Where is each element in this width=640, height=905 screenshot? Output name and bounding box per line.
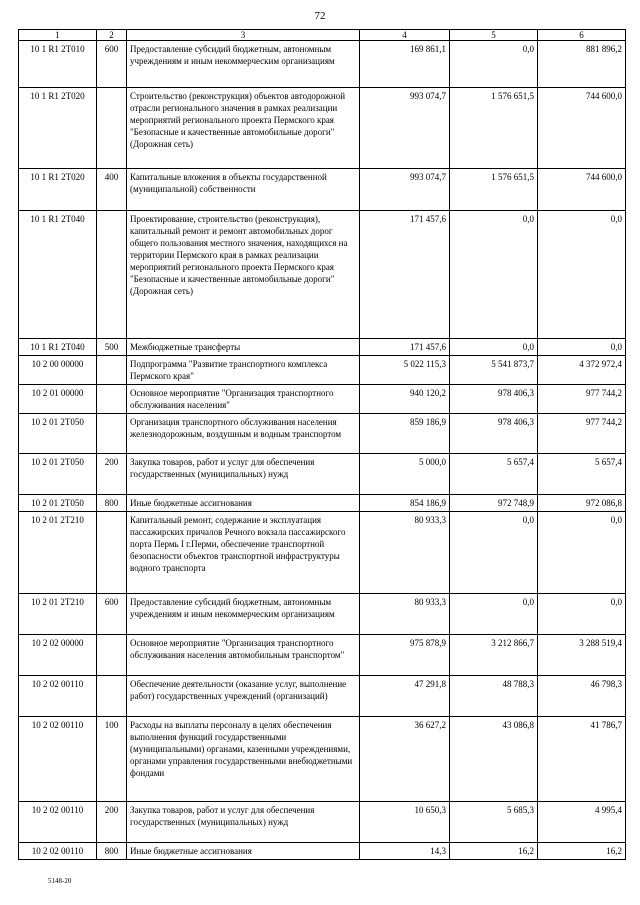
table-row xyxy=(19,635,626,676)
row-expense-type: 200 xyxy=(97,454,127,495)
row-expense-type: 400 xyxy=(97,169,127,211)
row-value-col6: 881 896,2 xyxy=(538,41,626,88)
row-name: Иные бюджетные ассигнования xyxy=(127,495,360,512)
row-code: 10 2 01 2T210 xyxy=(19,594,97,635)
row-value-col6: 3 288 519,4 xyxy=(538,635,626,676)
row-value-col4: 859 186,9 xyxy=(360,414,450,454)
row-code: 10 1 R1 2T020 xyxy=(19,88,97,169)
row-value-col6: 972 086,8 xyxy=(538,495,626,512)
row-value-col6: 0,0 xyxy=(538,594,626,635)
header-col-6: 6 xyxy=(538,30,626,41)
row-value-col6: 0,0 xyxy=(538,512,626,594)
row-name: Межбюджетные трансферты xyxy=(127,339,360,356)
row-value-col6: 4 372 972,4 xyxy=(538,356,626,385)
header-col-5: 5 xyxy=(450,30,538,41)
row-value-col5: 0,0 xyxy=(450,339,538,356)
row-expense-type xyxy=(97,88,127,169)
row-value-col4: 36 627,2 xyxy=(360,717,450,802)
row-expense-type: 800 xyxy=(97,843,127,860)
row-value-col6: 41 786,7 xyxy=(538,717,626,802)
row-name: Закупка товаров, работ и услуг для обеспечения государственных (муниципальных) нужд xyxy=(127,454,360,495)
row-value-col6: 46 798,3 xyxy=(538,676,626,717)
row-expense-type xyxy=(97,211,127,339)
row-value-col4: 80 933,3 xyxy=(360,594,450,635)
table-row xyxy=(19,211,626,339)
table-row xyxy=(19,41,626,88)
row-value-col5: 16,2 xyxy=(450,843,538,860)
row-expense-type: 200 xyxy=(97,802,127,843)
table-row xyxy=(19,594,626,635)
row-expense-type: 800 xyxy=(97,495,127,512)
row-value-col6: 977 744,2 xyxy=(538,414,626,454)
row-name: Предоставление субсидий бюджетным, автономным учреждениям и иным некоммерческим организациям xyxy=(127,594,360,635)
page-number: 72 xyxy=(314,10,326,22)
table-row xyxy=(19,512,626,594)
row-name: Подпрограмма "Развитие транспортного комплекса Пермского края" xyxy=(127,356,360,385)
row-expense-type: 500 xyxy=(97,339,127,356)
row-code: 10 2 00 00000 xyxy=(19,356,97,385)
row-value-col5: 5 541 873,7 xyxy=(450,356,538,385)
row-code: 10 1 R1 2T020 xyxy=(19,169,97,211)
row-code: 10 2 02 00110 xyxy=(19,717,97,802)
row-value-col4: 171 457,6 xyxy=(360,339,450,356)
row-value-col4: 10 650,3 xyxy=(360,802,450,843)
header-col-2: 2 xyxy=(97,30,127,41)
row-code: 10 2 01 2T050 xyxy=(19,454,97,495)
header-col-4: 4 xyxy=(360,30,450,41)
row-value-col4: 993 074,7 xyxy=(360,88,450,169)
row-expense-type xyxy=(97,512,127,594)
row-value-col6: 0,0 xyxy=(538,339,626,356)
row-value-col4: 5 022 115,3 xyxy=(360,356,450,385)
row-value-col5: 48 788,3 xyxy=(450,676,538,717)
row-value-col5: 1 576 651,5 xyxy=(450,88,538,169)
table-row xyxy=(19,454,626,495)
row-code: 10 2 02 00000 xyxy=(19,635,97,676)
row-value-col5: 5 657,4 xyxy=(450,454,538,495)
table-row xyxy=(19,676,626,717)
row-expense-type xyxy=(97,414,127,454)
row-value-col5: 972 748,9 xyxy=(450,495,538,512)
row-value-col6: 4 995,4 xyxy=(538,802,626,843)
table-row xyxy=(19,495,626,512)
row-value-col5: 0,0 xyxy=(450,512,538,594)
row-name: Предоставление субсидий бюджетным, автономным учреждениям и иным некоммерческим организациям xyxy=(127,41,360,88)
table-row xyxy=(19,339,626,356)
row-value-col5: 1 576 651,5 xyxy=(450,169,538,211)
row-value-col6: 977 744,2 xyxy=(538,385,626,414)
row-value-col6: 744 600,0 xyxy=(538,169,626,211)
row-name: Обеспечение деятельности (оказание услуг, выполнение работ) государственных учреждений (организаций) xyxy=(127,676,360,717)
table-row xyxy=(19,88,626,169)
table-row xyxy=(19,414,626,454)
row-name: Проектирование, строительство (реконструкция), капитальный ремонт и ремонт автомобильных дорог общего пользования местного значения, находящихся на территории Пермского края в рамках реализации мероприятий регионального проекта Пермского края "Безопасные и качественные автомобильные дороги" (Дорожная сеть) xyxy=(127,211,360,339)
row-value-col6: 16,2 xyxy=(538,843,626,860)
row-value-col5: 5 685,3 xyxy=(450,802,538,843)
row-code: 10 2 01 2T210 xyxy=(19,512,97,594)
row-expense-type xyxy=(97,676,127,717)
row-value-col4: 975 878,9 xyxy=(360,635,450,676)
row-code: 10 2 01 00000 xyxy=(19,385,97,414)
row-name: Иные бюджетные ассигнования xyxy=(127,843,360,860)
row-name: Закупка товаров, работ и услуг для обеспечения государственных (муниципальных) нужд xyxy=(127,802,360,843)
table-row xyxy=(19,169,626,211)
row-value-col5: 978 406,3 xyxy=(450,385,538,414)
row-code: 10 2 02 00110 xyxy=(19,843,97,860)
row-value-col4: 171 457,6 xyxy=(360,211,450,339)
header-col-1: 1 xyxy=(19,30,97,41)
row-value-col5: 0,0 xyxy=(450,211,538,339)
row-value-col4: 169 861,1 xyxy=(360,41,450,88)
row-expense-type: 600 xyxy=(97,41,127,88)
row-value-col4: 14,3 xyxy=(360,843,450,860)
table-row xyxy=(19,385,626,414)
row-code: 10 1 R1 2T010 xyxy=(19,41,97,88)
row-code: 10 2 02 00110 xyxy=(19,802,97,843)
row-value-col4: 5 000,0 xyxy=(360,454,450,495)
row-expense-type: 600 xyxy=(97,594,127,635)
row-value-col6: 744 600,0 xyxy=(538,88,626,169)
row-value-col6: 5 657,4 xyxy=(538,454,626,495)
row-name: Основное мероприятие "Организация транспортного обслуживания населения" xyxy=(127,385,360,414)
row-value-col4: 47 291,8 xyxy=(360,676,450,717)
row-expense-type xyxy=(97,635,127,676)
row-name: Основное мероприятие "Организация транспортного обслуживания населения автомобильным транспортом" xyxy=(127,635,360,676)
row-name: Организация транспортного обслуживания населения железнодорожным, воздушным и водным транспортом xyxy=(127,414,360,454)
table-row xyxy=(19,802,626,843)
row-value-col4: 80 933,3 xyxy=(360,512,450,594)
header-col-3: 3 xyxy=(127,30,360,41)
row-value-col5: 3 212 866,7 xyxy=(450,635,538,676)
row-name: Строительство (реконструкция) объектов автодорожной отрасли регионального значения в рамках реализации мероприятий регионального проекта Пермского края "Безопасные и качественные автомобильные дороги" (Дорожная сеть) xyxy=(127,88,360,169)
table-row xyxy=(19,356,626,385)
row-value-col4: 854 186,9 xyxy=(360,495,450,512)
table-row xyxy=(19,717,626,802)
table-header-row xyxy=(19,30,626,41)
row-code: 10 1 R1 2T040 xyxy=(19,339,97,356)
row-value-col6: 0,0 xyxy=(538,211,626,339)
row-value-col5: 978 406,3 xyxy=(450,414,538,454)
budget-table xyxy=(18,29,626,860)
row-value-col5: 43 086,8 xyxy=(450,717,538,802)
row-expense-type xyxy=(97,385,127,414)
document-code: 5148-20 xyxy=(48,877,72,885)
row-code: 10 2 02 00110 xyxy=(19,676,97,717)
row-code: 10 1 R1 2T040 xyxy=(19,211,97,339)
row-value-col5: 0,0 xyxy=(450,594,538,635)
row-value-col5: 0,0 xyxy=(450,41,538,88)
row-value-col4: 940 120,2 xyxy=(360,385,450,414)
row-name: Капитальные вложения в объекты государственной (муниципальной) собственности xyxy=(127,169,360,211)
row-expense-type: 100 xyxy=(97,717,127,802)
table-row xyxy=(19,843,626,860)
row-code: 10 2 01 2T050 xyxy=(19,495,97,512)
row-name: Капитальный ремонт, содержание и эксплуатация пассажирских причалов Речного вокзала пассажирского порта Пермь I г.Перми, обеспечение транспортной безопасности объектов транспортной инфраструктуры водного транспорта xyxy=(127,512,360,594)
row-value-col4: 993 074,7 xyxy=(360,169,450,211)
row-name: Расходы на выплаты персоналу в целях обеспечения выполнения функций государственными (муниципальными) органами, казенными учреждениями, органами управления государственными внебюджетными фондами xyxy=(127,717,360,802)
row-code: 10 2 01 2T050 xyxy=(19,414,97,454)
row-expense-type xyxy=(97,356,127,385)
